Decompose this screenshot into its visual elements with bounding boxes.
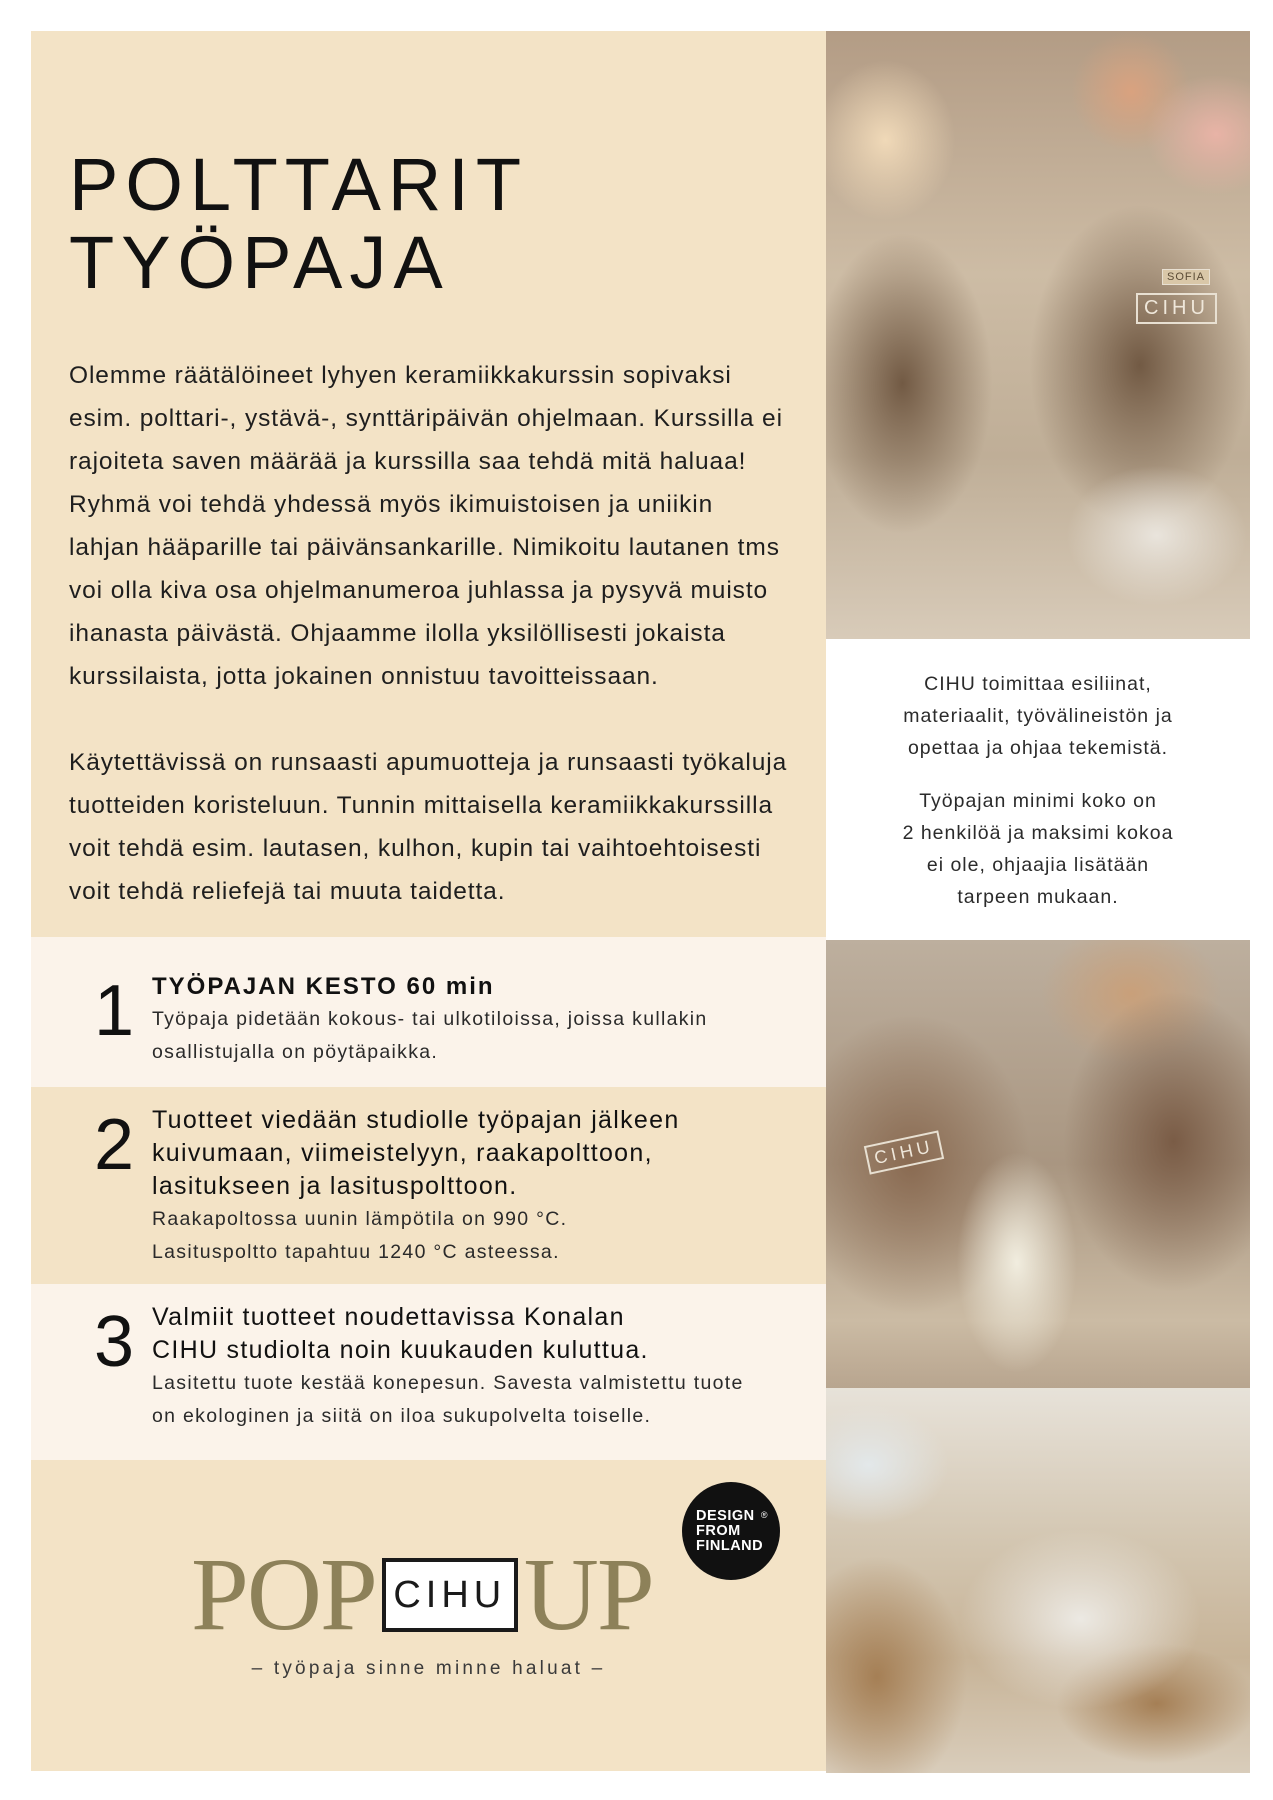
step-desc-line: Työpaja pidetään kokous- tai ulkotiloissa, joissa kullakin: [152, 1008, 708, 1030]
intro-text: [69, 354, 788, 913]
logo-right-text: UP: [523, 1537, 653, 1652]
intro-panel: [31, 31, 826, 937]
popup-cihu-logo: [191, 1537, 653, 1652]
badge-line-3: FINLAND: [696, 1537, 764, 1554]
badge-line-1: DESIGN: [696, 1507, 755, 1524]
intro-paragraph-1: Olemme räätälöineet lyhyen keramiikkakurssin sopivaksi esim. polttari-, ystävä-, synttäripäivän ohjelmaan. Kurssilla ei rajoiteta saven määrää ja kurssilla saa tehdä mitä haluaa! Ryhmä voi tehdä yhdessä myös ikimuistoisen ja uniikin lahjan hääparille tai päivänsankarille. Nimikoitu lautanen tms voi olla kiva osa ohjelmanumeroa juhlassa ja pysyvä muisto ihanasta päivästä. Ohjaamme ilolla yksilöllisesti jokaista kurssilaista, jotta jokainen onnistuu tavoitteissaan.: [69, 362, 783, 690]
intro-paragraph-2: Käytettävissä on runsaasti apumuotteja ja runsaasti työkaluja tuotteiden koristeluun. Tunnin mittaisella keramiikkakurssilla voit tehdä esim. lautasen, kulhon, kupin tai vaihtoehtoisesti voit tehdä reliefejä tai muuta taidetta.: [69, 749, 788, 905]
step-number: 3: [93, 1302, 134, 1382]
registered-mark: ®: [760, 1510, 768, 1520]
step-heading: TYÖPAJAN KESTO 60 min: [152, 973, 495, 1000]
step-desc-line: Lasitettu tuote kestää konepesun. Savesta valmistettu tuote: [152, 1372, 744, 1394]
step-heading-line: CIHU studiolta noin kuukauden kuluttua.: [152, 1336, 649, 1364]
step-desc-line: on ekologinen ja siitä on iloa sukupolvelta toiselle.: [152, 1405, 652, 1427]
photo-workshop-participants: [826, 31, 1250, 639]
logo-left-text: POP: [191, 1537, 376, 1652]
step-body: [152, 1087, 700, 1269]
info-sidebar: [826, 639, 1250, 937]
photo-workshop-tables: [826, 1388, 1250, 1773]
design-from-finland-badge: [682, 1482, 780, 1580]
step-desc-line: osallistujalla on pöytäpaikka.: [152, 1041, 439, 1063]
step-number: 2: [93, 1105, 134, 1185]
step-heading-line: lasitukseen ja lasituspolttoon.: [152, 1172, 518, 1200]
footer-panel: [31, 1460, 826, 1771]
step-body: [152, 1284, 764, 1433]
badge-line-2: FROM: [696, 1522, 741, 1539]
step-desc-line: Lasituspoltto tapahtuu 1240 °C asteessa.: [152, 1241, 560, 1263]
apron-label: CIHU: [1136, 293, 1217, 324]
step-body: [152, 937, 728, 1069]
step-number: 1: [93, 971, 134, 1051]
title-line-2: TYÖPAJA: [69, 221, 450, 304]
apron-label: CIHU: [864, 1130, 944, 1174]
step-heading-line: kuivumaan, viimeistelyyn, raakapolttoon,: [152, 1139, 653, 1167]
name-tag: SOFIA: [1162, 269, 1210, 285]
sidebar-paragraph-1: CIHU toimittaa esiliinat, materiaalit, työvälineistön ja opettaa ja ohjaa tekemistä.: [903, 673, 1173, 759]
step-1: [31, 937, 826, 1087]
step-2: [31, 1087, 826, 1284]
step-heading-line: Tuotteet viedään studiolle työpajan jälkeen: [152, 1106, 680, 1134]
photo-ceramics-with-wine: [826, 940, 1250, 1388]
logo-box: CIHU: [382, 1558, 518, 1632]
step-heading-line: Valmiit tuotteet noudettavissa Konalan: [152, 1303, 625, 1331]
step-desc-line: Raakapoltossa uunin lämpötila on 990 °C.: [152, 1208, 568, 1230]
title-line-1: POLTTARIT: [69, 143, 529, 226]
step-3: [31, 1284, 826, 1460]
tagline: – työpaja sinne minne haluat –: [251, 1658, 606, 1679]
page-title: [69, 143, 788, 304]
sidebar-paragraph-2: Työpajan minimi koko on 2 henkilöä ja maksimi kokoa ei ole, ohjaajia lisätään tarpeen mukaan.: [902, 790, 1174, 908]
